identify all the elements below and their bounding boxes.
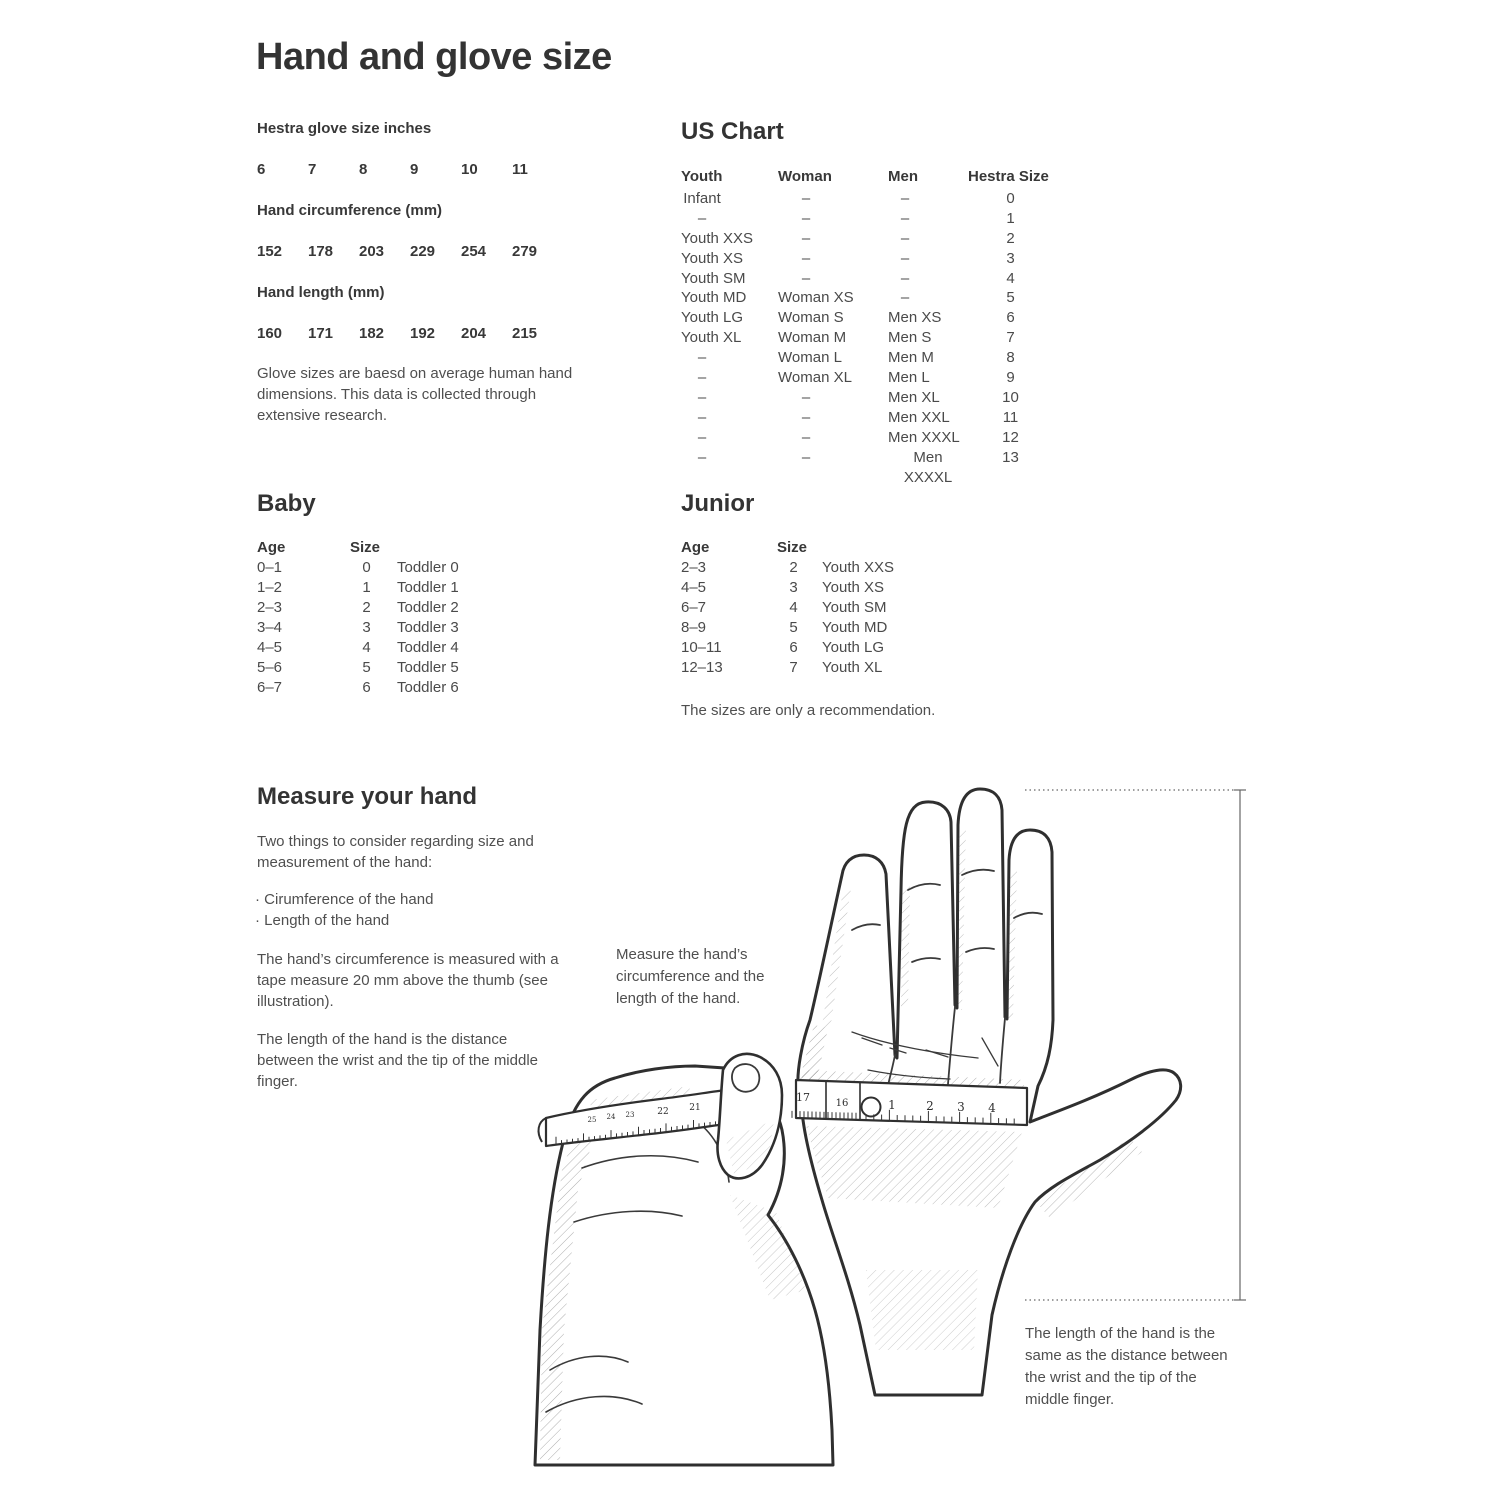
cell-youth: – bbox=[697, 408, 707, 426]
cell-men: – bbox=[900, 189, 910, 207]
baby-table bbox=[257, 538, 459, 698]
cell-size: 7 bbox=[789, 659, 798, 676]
cell-hestra-size: 0 bbox=[1006, 189, 1015, 207]
column-header-blank bbox=[822, 538, 894, 558]
cell-men: – bbox=[900, 229, 910, 247]
size-value: 7 bbox=[308, 161, 317, 178]
measure-paragraph-3: The length of the hand is the distance between the wrist and the tip of the middle finger. bbox=[257, 1031, 539, 1090]
cell-hestra-size: 13 bbox=[1002, 448, 1019, 466]
cell-size-name: Toddler 1 bbox=[397, 579, 459, 596]
svg-text:1: 1 bbox=[888, 1098, 896, 1112]
baby-title: Baby bbox=[257, 490, 316, 517]
length-value: 192 bbox=[410, 325, 436, 342]
cell-hestra-size: 6 bbox=[1006, 309, 1015, 327]
svg-text:23: 23 bbox=[625, 1111, 635, 1119]
cell-age: 6–7 bbox=[257, 679, 283, 696]
cell-men: Men XXL bbox=[888, 408, 950, 426]
column-header-age: Age bbox=[257, 539, 286, 556]
cell-size: 2 bbox=[789, 559, 798, 576]
measure-bullet-1: · Cirumference of the hand bbox=[255, 891, 434, 908]
cell-youth: – bbox=[697, 369, 707, 387]
cell-woman: – bbox=[801, 209, 811, 227]
cell-youth: – bbox=[697, 428, 707, 446]
cell-size: 4 bbox=[789, 599, 798, 616]
cell-age: 1–2 bbox=[257, 579, 283, 596]
cell-size-name: Youth XL bbox=[822, 659, 883, 676]
cell-size: 3 bbox=[362, 619, 371, 636]
length-value: 160 bbox=[257, 325, 283, 342]
cell-woman: – bbox=[801, 448, 811, 466]
us-chart-table bbox=[681, 167, 1053, 488]
column-header-age: Age bbox=[681, 539, 710, 556]
cell-size-name: Youth LG bbox=[822, 639, 884, 656]
cell-size-name: Youth SM bbox=[822, 599, 887, 616]
cell-woman: Woman XL bbox=[778, 369, 852, 387]
hand-length-measure-lines bbox=[1025, 790, 1246, 1300]
cell-men: Men XS bbox=[888, 309, 942, 327]
page-title: Hand and glove size bbox=[256, 36, 612, 78]
hand-length-values bbox=[257, 325, 563, 342]
cell-men: Men L bbox=[888, 369, 930, 387]
cell-size-name: Toddler 4 bbox=[397, 639, 459, 656]
cell-hestra-size: 8 bbox=[1006, 349, 1015, 367]
cell-woman: – bbox=[801, 428, 811, 446]
cell-men: Men M bbox=[888, 349, 934, 367]
measure-paragraph-2: The hand’s circumference is measured with a tape measure 20 mm above the thumb (see illustration). bbox=[257, 951, 559, 1010]
cell-hestra-size: 3 bbox=[1006, 249, 1015, 267]
cell-youth: Youth SM bbox=[681, 269, 746, 287]
cell-size-name: Youth MD bbox=[822, 619, 888, 636]
size-value: 11 bbox=[512, 161, 528, 178]
cell-size-name: Youth XS bbox=[822, 579, 884, 596]
cell-hestra-size: 10 bbox=[1002, 388, 1019, 406]
illustration-annotation: Measure the hand’s circumference and the length of the hand. bbox=[616, 946, 765, 1007]
length-value: 171 bbox=[308, 325, 334, 342]
cell-youth: – bbox=[697, 349, 707, 367]
cell-woman: – bbox=[801, 388, 811, 406]
cell-age: 2–3 bbox=[681, 559, 707, 576]
circumference-value: 229 bbox=[410, 243, 436, 260]
cell-men: Men S bbox=[888, 329, 932, 347]
length-value: 215 bbox=[512, 325, 538, 342]
cell-size: 0 bbox=[362, 559, 371, 576]
cell-hestra-size: 7 bbox=[1006, 329, 1015, 347]
cell-woman: Woman M bbox=[778, 329, 847, 347]
column-header-woman: Woman bbox=[778, 168, 832, 185]
cell-woman: Woman S bbox=[778, 309, 844, 327]
cell-youth: Infant bbox=[683, 189, 721, 207]
length-value: 204 bbox=[461, 325, 487, 342]
cell-size-name: Toddler 0 bbox=[397, 559, 459, 576]
cell-youth: Youth XL bbox=[681, 329, 742, 347]
length-value: 182 bbox=[359, 325, 385, 342]
cell-youth: Youth XS bbox=[681, 249, 743, 267]
cell-age: 4–5 bbox=[681, 579, 707, 596]
cell-age: 0–1 bbox=[257, 559, 283, 576]
cell-youth: Youth MD bbox=[681, 289, 747, 307]
sizes-note: Glove sizes are baesd on average human hand dimensions. This data is collected through extensive research. bbox=[257, 365, 573, 424]
cell-age: 3–4 bbox=[257, 619, 283, 636]
cell-woman: – bbox=[801, 229, 811, 247]
cell-woman: – bbox=[801, 269, 811, 287]
recommendation-note: The sizes are only a recommendation. bbox=[681, 702, 936, 719]
junior-title: Junior bbox=[681, 490, 755, 517]
cell-size-name: Toddler 6 bbox=[397, 679, 459, 696]
junior-table bbox=[681, 538, 894, 678]
cell-size: 5 bbox=[789, 619, 798, 636]
measure-paragraph-1: Two things to consider regarding size and measurement of the hand: bbox=[257, 833, 534, 871]
cell-woman: – bbox=[801, 189, 811, 207]
size-value: 10 bbox=[461, 161, 478, 178]
cell-hestra-size: 11 bbox=[1002, 408, 1019, 426]
size-value: 9 bbox=[410, 161, 419, 178]
cell-age: 10–11 bbox=[681, 639, 722, 656]
cell-size: 1 bbox=[362, 579, 371, 596]
svg-text:4: 4 bbox=[988, 1101, 996, 1115]
glove-size-inches-label: Hestra glove size inches bbox=[257, 120, 432, 137]
glove-size-inches-values bbox=[257, 161, 563, 178]
cell-size: 6 bbox=[789, 639, 798, 656]
cell-youth: Youth XXS bbox=[681, 229, 754, 247]
circumference-value: 178 bbox=[308, 243, 334, 260]
cell-age: 6–7 bbox=[681, 599, 707, 616]
cell-woman: Woman L bbox=[778, 349, 842, 367]
cell-youth: – bbox=[697, 388, 707, 406]
hand-measurement-illustration bbox=[530, 770, 1260, 1500]
cell-men: – bbox=[900, 209, 910, 227]
svg-text:17: 17 bbox=[796, 1091, 810, 1104]
cell-men: Men XXXL bbox=[888, 428, 960, 446]
svg-text:3: 3 bbox=[957, 1100, 965, 1114]
svg-text:16: 16 bbox=[835, 1098, 849, 1109]
cell-age: 4–5 bbox=[257, 639, 283, 656]
tape-measure-right-segment bbox=[792, 1080, 1027, 1125]
svg-text:2: 2 bbox=[926, 1099, 934, 1113]
cell-youth: Youth LG bbox=[681, 309, 743, 327]
circumference-value: 152 bbox=[257, 243, 283, 260]
column-header-size: Size bbox=[350, 539, 381, 556]
column-header-blank bbox=[397, 538, 459, 558]
hand-circumference-values bbox=[257, 243, 563, 260]
cell-hestra-size: 4 bbox=[1006, 269, 1015, 287]
cell-men: Men XL bbox=[888, 388, 940, 406]
cell-size: 3 bbox=[789, 579, 798, 596]
cell-age: 2–3 bbox=[257, 599, 283, 616]
cell-youth: – bbox=[697, 209, 707, 227]
cell-age: 8–9 bbox=[681, 619, 707, 636]
cell-size: 2 bbox=[362, 599, 371, 616]
column-header-men: Men bbox=[888, 168, 918, 185]
cell-men: – bbox=[900, 249, 910, 267]
cell-men: – bbox=[900, 289, 910, 307]
cell-size: 6 bbox=[362, 679, 371, 696]
cell-men: Men XXXXL bbox=[903, 448, 953, 486]
column-header-hestra-size: Hestra Size bbox=[968, 168, 1049, 185]
cell-hestra-size: 1 bbox=[1006, 209, 1015, 227]
cell-woman: Woman XS bbox=[778, 289, 854, 307]
svg-text:21: 21 bbox=[689, 1103, 701, 1113]
cell-men: – bbox=[900, 269, 910, 287]
size-value: 8 bbox=[359, 161, 368, 178]
cell-hestra-size: 2 bbox=[1006, 229, 1015, 247]
hand-circumference-label: Hand circumference (mm) bbox=[257, 202, 443, 219]
cell-size-name: Toddler 3 bbox=[397, 619, 459, 636]
circumference-value: 203 bbox=[359, 243, 385, 260]
cell-size-name: Toddler 2 bbox=[397, 599, 459, 616]
cell-size-name: Toddler 5 bbox=[397, 659, 459, 676]
column-header-youth: Youth bbox=[681, 168, 723, 185]
cell-youth: – bbox=[697, 448, 707, 466]
cell-size: 5 bbox=[362, 659, 371, 676]
measure-title: Measure your hand bbox=[257, 783, 478, 810]
cell-hestra-size: 5 bbox=[1006, 289, 1015, 307]
cell-age: 5–6 bbox=[257, 659, 283, 676]
svg-text:24: 24 bbox=[606, 1113, 616, 1121]
hand-length-caption: The length of the hand is the same as the distance between the wrist and the tip of the middle finger. bbox=[1025, 1325, 1228, 1408]
measure-bullet-2: · Length of the hand bbox=[255, 912, 390, 929]
hand-length-label: Hand length (mm) bbox=[257, 284, 385, 301]
size-value: 6 bbox=[257, 161, 266, 178]
circumference-value: 254 bbox=[461, 243, 487, 260]
cell-hestra-size: 12 bbox=[1002, 428, 1019, 446]
us-chart-title: US Chart bbox=[681, 118, 784, 145]
circumference-value: 279 bbox=[512, 243, 538, 260]
cell-age: 12–13 bbox=[681, 659, 723, 676]
cell-hestra-size: 9 bbox=[1006, 369, 1015, 387]
svg-text:22: 22 bbox=[657, 1107, 669, 1117]
cell-size-name: Youth XXS bbox=[822, 559, 895, 576]
column-header-size: Size bbox=[777, 539, 808, 556]
cell-woman: – bbox=[801, 408, 811, 426]
svg-text:25: 25 bbox=[587, 1116, 597, 1124]
cell-woman: – bbox=[801, 249, 811, 267]
cell-size: 4 bbox=[362, 639, 371, 656]
